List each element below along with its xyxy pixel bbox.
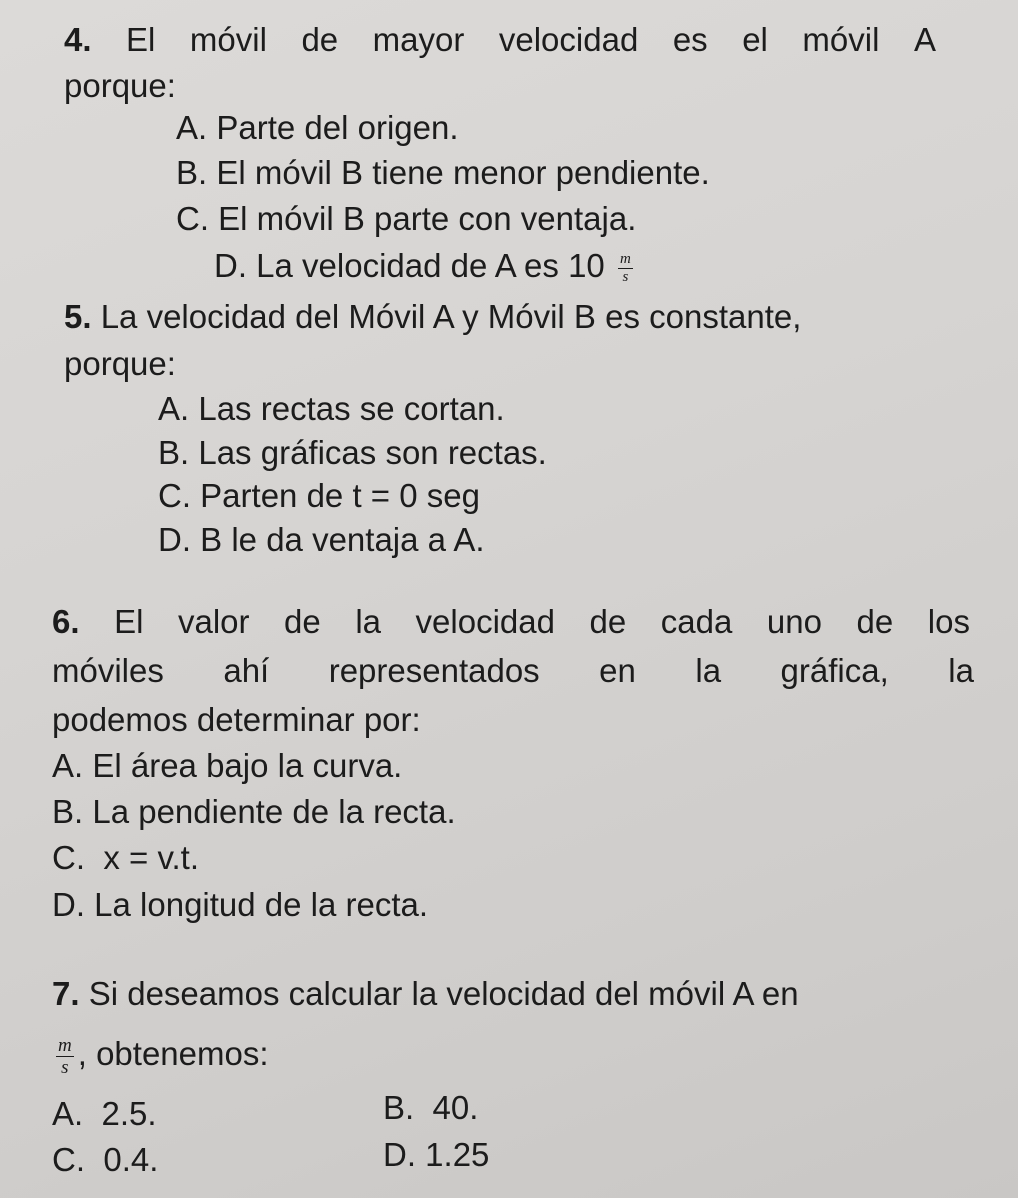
q5-number: 5. xyxy=(64,298,92,335)
q4-stem-line1 xyxy=(64,20,936,60)
q4-stem-line2: porque: xyxy=(64,67,176,104)
q7-stem-text: Si deseamos calcular la velocidad del móvil A en xyxy=(88,975,799,1012)
q6-word: uno xyxy=(766,603,822,640)
q4-option-d-text: D. La velocidad de A es 10 xyxy=(214,247,605,284)
q6-option-c[interactable]: C. x = v.t. xyxy=(52,839,200,876)
q5-option-c[interactable]: C. Parten de t = 0 seg xyxy=(158,477,480,514)
q4-word: móvil xyxy=(189,21,267,58)
q6-word: de xyxy=(284,603,321,640)
q6-word: la xyxy=(948,652,974,689)
q6-word: El xyxy=(114,603,144,640)
q6-word: cada xyxy=(660,603,733,640)
q6-word: la xyxy=(695,652,722,689)
q5-stem-line2: porque: xyxy=(64,345,176,382)
q6-word: de xyxy=(856,603,894,640)
q6-word: gráfica, xyxy=(780,652,889,689)
q6-word: representados xyxy=(328,652,540,689)
q7-stem-line1 xyxy=(52,974,799,1014)
q6-stem-line3: podemos determinar por: xyxy=(52,701,421,738)
q4-word: El xyxy=(126,21,156,58)
q7-number: 7. xyxy=(52,975,80,1012)
q5-stem-text: La velocidad del Móvil A y Móvil B es constante, xyxy=(100,298,802,335)
q4-word: mayor xyxy=(372,21,465,58)
q5-stem-line1 xyxy=(64,297,801,337)
q5-option-d[interactable]: D. B le da ventaja a A. xyxy=(158,521,485,558)
q6-stem-line2 xyxy=(52,651,974,691)
q4-number: 4. xyxy=(64,21,92,58)
q6-option-d[interactable]: D. La longitud de la recta. xyxy=(52,886,429,923)
q7-option-d[interactable]: D. 1.25 xyxy=(383,1136,490,1173)
q4-word: de xyxy=(301,21,339,58)
q6-word: móviles xyxy=(52,652,164,689)
q6-word: los xyxy=(927,603,970,640)
q6-word: valor xyxy=(177,603,250,640)
q4-option-d-unit xyxy=(618,252,633,285)
q6-word: ahí xyxy=(223,652,270,689)
q6-number: 6. xyxy=(52,603,80,640)
q4-option-b[interactable]: B. El móvil B tiene menor pendiente. xyxy=(176,154,710,191)
q7-stem-line2 xyxy=(52,1034,269,1077)
q6-word: de xyxy=(589,603,627,640)
q4-word: velocidad xyxy=(498,21,639,58)
q4-word: el xyxy=(742,21,768,58)
unit-denominator: s xyxy=(622,268,629,285)
q4-word: es xyxy=(672,21,708,58)
q5-option-b[interactable]: B. Las gráficas son rectas. xyxy=(158,434,547,471)
q4-word: móvil xyxy=(802,21,880,58)
q4-word: A xyxy=(913,21,936,58)
q4-option-d[interactable] xyxy=(214,246,637,286)
q7-option-a[interactable]: A. 2.5. xyxy=(52,1095,157,1132)
q6-word: en xyxy=(599,652,636,689)
unit-numerator: m xyxy=(58,1034,72,1056)
q6-word: la xyxy=(355,603,381,640)
q4-option-a[interactable]: A. Parte del origen. xyxy=(176,109,459,146)
q7-option-b[interactable]: B. 40. xyxy=(383,1089,479,1126)
unit-denominator: s xyxy=(61,1056,69,1078)
q7-stem-rest: , obtenemos: xyxy=(77,1035,269,1072)
q6-word: velocidad xyxy=(415,603,555,640)
q5-option-a[interactable]: A. Las rectas se cortan. xyxy=(158,390,505,427)
q6-option-b[interactable]: B. La pendiente de la recta. xyxy=(52,793,456,830)
q7-option-c[interactable]: C. 0.4. xyxy=(52,1141,159,1178)
q6-option-a[interactable]: A. El área bajo la curva. xyxy=(52,747,403,784)
q6-stem-line1 xyxy=(52,602,970,642)
q4-option-c[interactable]: C. El móvil B parte con ventaja. xyxy=(176,200,637,237)
q7-unit xyxy=(56,1036,74,1077)
unit-numerator: m xyxy=(619,250,631,267)
